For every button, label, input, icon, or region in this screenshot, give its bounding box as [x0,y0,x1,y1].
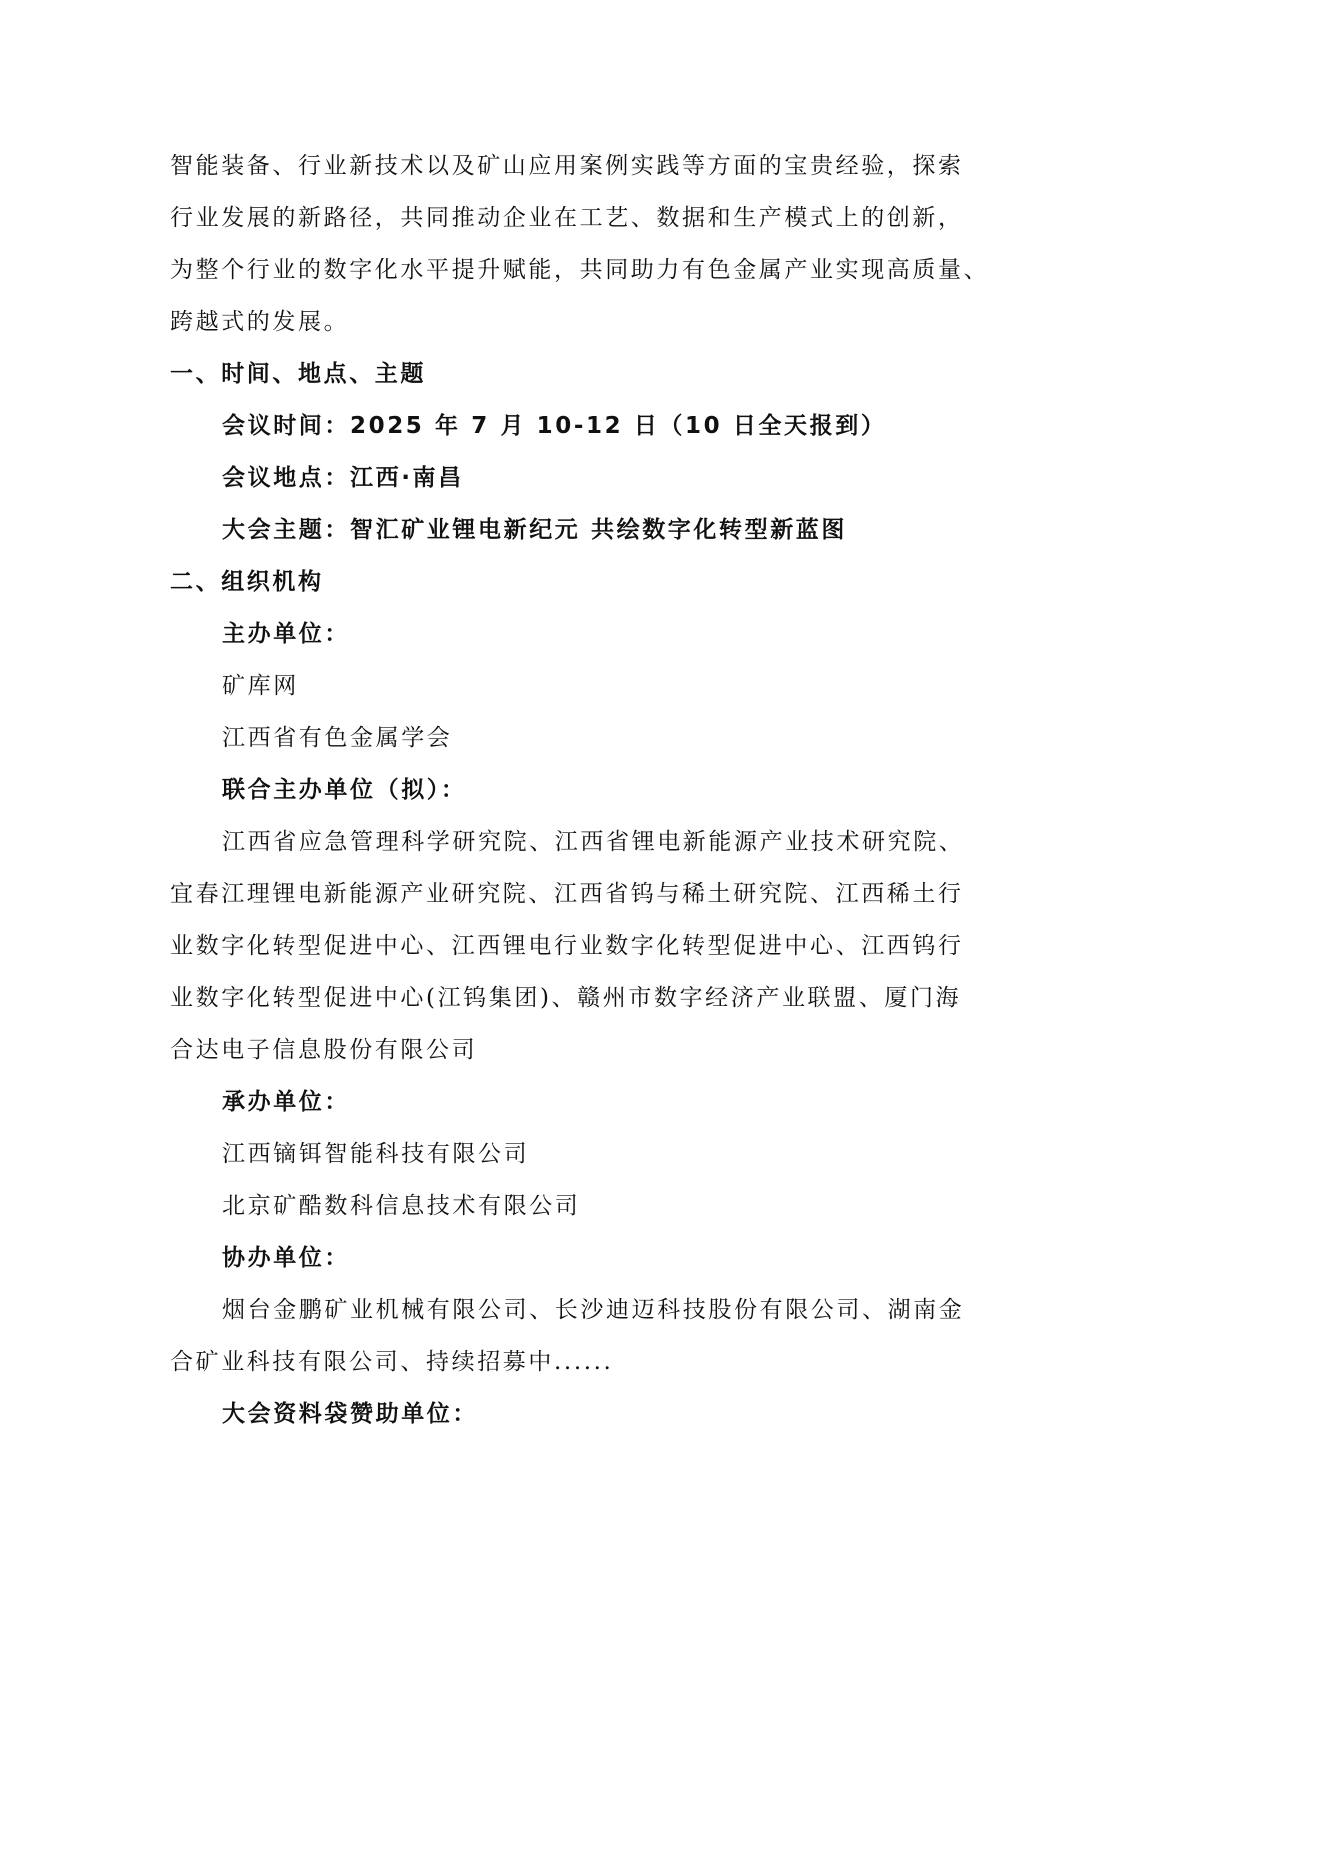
meeting-time-row [222,408,1002,444]
meeting-location-label: 会议地点： [222,465,350,491]
meeting-location-row [222,460,1002,496]
assist-label: 协办单位： [222,1245,350,1271]
meeting-theme-row [222,512,1002,548]
intro-line-3: 为整个行业的数字化水平提升赋能，共同助力有色金属产业实现高质量、 [170,257,990,283]
meeting-time-value: 2025 年 7 月 10-12 日（10 日全天报到） [350,413,887,439]
intro-line-1: 智能装备、行业新技术以及矿山应用案例实践等方面的宝贵经验，探索 [170,153,964,179]
host-item-2: 江西省有色金属学会 [222,725,453,751]
intro-line-2: 行业发展的新路径，共同推动企业在工艺、数据和生产模式上的创新， [170,205,964,231]
section-2-heading: 二、组织机构 [170,569,324,595]
co-host-line-3: 业数字化转型促进中心、江西锂电行业数字化转型促进中心、江西钨行 [170,933,964,959]
meeting-theme-label: 大会主题： [222,517,350,543]
organizer-label: 承办单位： [222,1089,350,1115]
meeting-theme-value: 智汇矿业锂电新纪元 共绘数字化转型新蓝图 [350,517,848,543]
co-host-line-1: 江西省应急管理科学研究院、江西省锂电新能源产业技术研究院、 [222,829,965,855]
co-host-line-5: 合达电子信息股份有限公司 [170,1037,478,1063]
sponsor-label: 大会资料袋赞助单位： [222,1401,478,1427]
assist-line-2: 合矿业科技有限公司、持续招募中...... [170,1349,614,1375]
section-1-heading: 一、时间、地点、主题 [170,361,426,387]
meeting-time-label: 会议时间： [222,413,350,439]
intro-line-4: 跨越式的发展。 [170,309,350,335]
organizer-item-2: 北京矿酷数科信息技术有限公司 [222,1193,581,1219]
assist-line-1: 烟台金鹏矿业机械有限公司、长沙迪迈科技股份有限公司、湖南金 [222,1297,965,1323]
meeting-location-value: 江西·南昌 [350,465,464,491]
co-host-line-2: 宜春江理锂电新能源产业研究院、江西省钨与稀土研究院、江西稀土行 [170,881,964,907]
host-item-1: 矿库网 [222,673,299,699]
co-host-line-4: 业数字化转型促进中心(江钨集团)、赣州市数字经济产业联盟、厦门海 [170,985,962,1011]
organizer-item-1: 江西镝铒智能科技有限公司 [222,1141,530,1167]
co-host-label: 联合主办单位（拟）： [222,777,467,803]
host-label: 主办单位： [222,621,350,647]
